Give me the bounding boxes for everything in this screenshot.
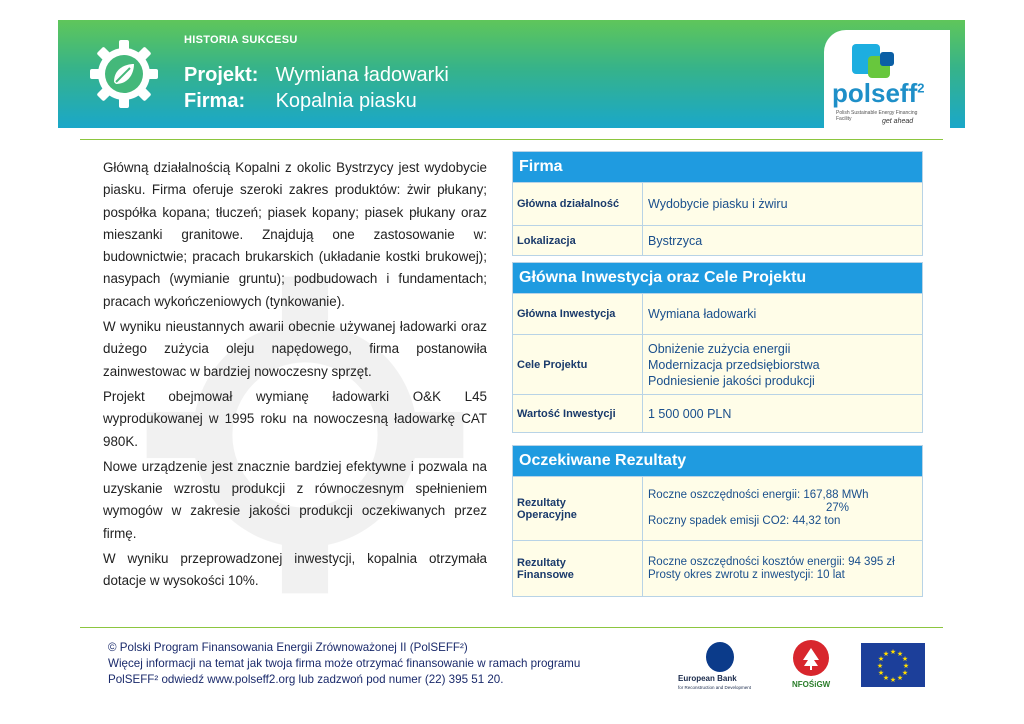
investment-value-label: Wartość Inwestycji xyxy=(513,395,643,432)
nfosigw-logo xyxy=(792,640,830,692)
gear-leaf-icon xyxy=(88,38,160,110)
payback-period: Prosty okres zwrotu z inwestycji: 10 lat xyxy=(648,568,845,581)
results-panel xyxy=(512,445,923,597)
logo-tagline: get ahead xyxy=(882,118,914,125)
company-panel-title: Firma xyxy=(513,152,922,182)
paragraph: W wyniku nieustannych awarii obecnie używanej ładowarki oraz dużego zużycia oleju napędowego, firma postanowiła zainwestowac w bardziej nowoczesny sprzęt. xyxy=(103,319,487,379)
goal-item: Obniżenie zużycia energii xyxy=(648,341,791,356)
body-text xyxy=(103,157,487,596)
divider-bottom xyxy=(80,627,943,628)
ebrd-logo xyxy=(678,642,772,692)
polseff-logo xyxy=(824,30,950,128)
operational-label: Rezultaty Operacyjne xyxy=(513,477,643,540)
location-value: Bystrzyca xyxy=(648,233,703,248)
ebrd-name: European Bank xyxy=(678,674,737,683)
svg-text:★: ★ xyxy=(876,662,884,670)
activity-value: Wydobycie piasku i żwiru xyxy=(648,197,788,211)
footer-text xyxy=(108,640,580,688)
project-line xyxy=(184,64,449,87)
co2-reduction: Roczny spadek emisji CO2: 44,32 ton xyxy=(648,515,841,527)
table-row xyxy=(513,476,922,540)
ebrd-emblem-icon xyxy=(706,642,734,672)
table-row xyxy=(513,540,922,596)
logo-square-icon xyxy=(880,52,894,66)
success-story-badge: HISTORIA SUKCESU xyxy=(184,34,298,46)
goal-item: Podniesienie jakości produkcji xyxy=(648,373,815,388)
operational-results xyxy=(643,477,922,540)
svg-text:★: ★ xyxy=(902,662,910,670)
company-value: Kopalnia piasku xyxy=(275,90,417,112)
paragraph: W wyniku przeprowadzonej inwestycji, kopalnia otrzymała dotacje w wysokości 10%. xyxy=(103,551,487,589)
svg-text:★: ★ xyxy=(889,648,897,656)
ebrd-subtitle: for Reconstruction and Development xyxy=(678,685,752,690)
logo-subtitle: Polish Sustainable Energy Financing Facility xyxy=(836,110,918,122)
paragraph: Nowe urządzenie jest znacznie bardziej efektywne i pozwala na uzyskanie wzrostu produkcji z równoczesnym spełnieniem wymogów w zakresie jakości produkcji oczekiwanych przez firmę. xyxy=(103,458,487,541)
location-label: Lokalizacja xyxy=(513,226,643,255)
financial-results xyxy=(643,541,922,596)
investment-panel xyxy=(512,262,923,433)
goals-list xyxy=(643,335,922,394)
logo-wordmark: polseff$^2$ xyxy=(832,78,925,108)
investment-value: 1 500 000 PLN xyxy=(648,406,732,421)
table-row xyxy=(513,394,922,432)
svg-text:★: ★ xyxy=(901,669,909,677)
tree-icon xyxy=(802,648,820,670)
results-panel-title: Oczekiwane Rezultaty xyxy=(513,446,922,476)
header-banner xyxy=(58,20,965,128)
svg-text:★: ★ xyxy=(877,669,885,677)
company-label: Firma: xyxy=(184,90,246,112)
main-investment-value: Wymiana ładowarki xyxy=(648,307,757,321)
paragraph: Główną działalnością Kopalni z okolic Bystrzycy jest wydobycie piasku. Firma oferuje szeroki zakres produktów: żwir płukany; pospółka kopana; tłuczeń; piasek kopany; piasek płukany oraz mieszanki granitowe. Znajdują one zastosowanie w: budownictwie; pracach brukarskich (układanie kostki brukowej); nasypach (wymianie gruntu); podbudowach i fundamentach; pracach wykończeniowych (tynkowanie). xyxy=(103,160,487,309)
paragraph: Projekt obejmował wymianę ładowarki O&K L45 wyprodukowanej w 1995 roku na nowoczesną ładowarkę CAT 980K. xyxy=(103,388,487,449)
svg-text:★: ★ xyxy=(889,676,897,684)
svg-text:★: ★ xyxy=(877,655,885,663)
goal-item: Modernizacja przedsiębiorstwa xyxy=(648,357,820,372)
eu-flag xyxy=(861,643,925,687)
svg-text:★: ★ xyxy=(896,674,904,682)
svg-text:★: ★ xyxy=(901,655,909,663)
footer-contact: PolSEFF² odwiedź www.polseff2.org lub zadzwoń pod numer (22) 395 51 20. xyxy=(108,673,504,686)
svg-text:★: ★ xyxy=(896,650,904,658)
activity-label: Główna działalność xyxy=(513,183,643,225)
svg-text:★: ★ xyxy=(882,674,890,682)
project-label: Projekt: xyxy=(184,64,259,86)
nfosigw-name: NFOŚiGW xyxy=(792,680,831,689)
eu-stars-icon xyxy=(861,643,925,687)
table-row xyxy=(513,334,922,394)
footer-info: Więcej informacji na temat jak twoja firma może otrzymać finansowanie w ramach programu xyxy=(108,657,581,670)
footer-copyright: © Polski Program Finansowania Energii Zrównoważonej II (PolSEFF²) xyxy=(108,641,468,654)
energy-savings: Roczne oszczędności energii: 167,88 MWh xyxy=(648,489,869,501)
table-row xyxy=(513,293,922,334)
table-row xyxy=(513,182,922,225)
main-investment-label: Główna Inwestycja xyxy=(513,294,643,334)
company-panel xyxy=(512,151,923,256)
energy-savings-percent: 27% xyxy=(826,502,850,514)
investment-panel-title: Główna Inwestycja oraz Cele Projektu xyxy=(513,263,922,293)
goals-label: Cele Projektu xyxy=(513,335,643,394)
project-value: Wymiana ładowarki xyxy=(275,64,449,86)
company-line xyxy=(184,90,417,113)
svg-text:★: ★ xyxy=(882,650,890,658)
divider-top xyxy=(80,139,943,140)
financial-label: Rezultaty Finansowe xyxy=(513,541,643,596)
cost-savings: Roczne oszczędności kosztów energii: 94 395 zł xyxy=(648,555,895,568)
table-row xyxy=(513,225,922,255)
